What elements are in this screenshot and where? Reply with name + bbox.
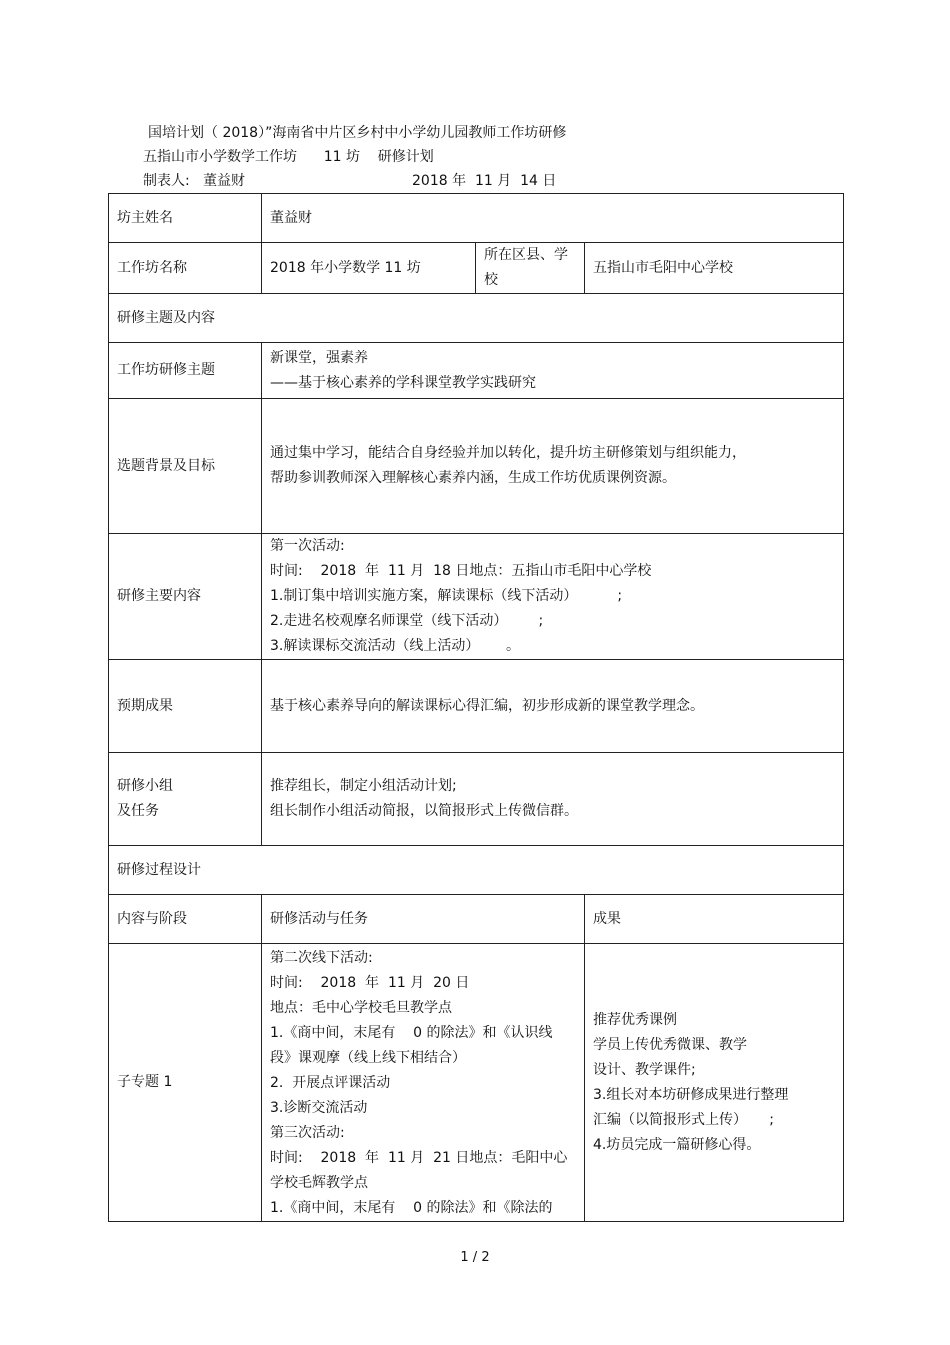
sub1-activity-line: 2. 开展点评课活动: [270, 1075, 391, 1091]
group-label-line: 研修小组: [117, 778, 173, 794]
page-number: 1 / 2: [460, 1250, 490, 1265]
process-section-title: 研修过程设计: [109, 846, 844, 895]
group-line: 组长制作小组活动简报，以简报形式上传微信群。: [270, 803, 578, 819]
sub1-result-line: 汇编（以简报形式上传） ;: [593, 1111, 774, 1128]
plan-date: 2018 年 11 月 14 日: [412, 173, 557, 189]
group-label-line: 及任务: [117, 803, 159, 819]
maker-name: 董益财: [203, 173, 245, 189]
district-label-line: 校: [484, 272, 498, 288]
content-line: 3.解读课标交流活动（线上活动） 。: [270, 638, 521, 654]
sub1-result-line: 3.组长对本坊研修成果进行整理: [593, 1086, 789, 1103]
sub1-activity-line: 3.诊断交流活动: [270, 1100, 368, 1116]
content-line: 2.走进名校观摩名师课堂（线下活动） ;: [270, 613, 544, 629]
row-theme-section: [109, 294, 844, 343]
row-process-section: [109, 846, 844, 895]
sub1-activity-line: 第三次活动:: [270, 1125, 345, 1141]
col-stage-header: 内容与阶段: [109, 895, 262, 944]
row-leader: [109, 194, 844, 243]
col-activity-header: 研修活动与任务: [262, 895, 585, 944]
sub1-activity-line: 时间: 2018 年 11 月 21 日地点：毛阳中心: [270, 1150, 568, 1166]
sub1-label: 子专题 1: [109, 944, 262, 1222]
theme-section-title: 研修主题及内容: [109, 294, 844, 343]
sub1-result-line: 学员上传优秀微课、教学: [593, 1036, 747, 1053]
leader-value: 董益财: [262, 194, 844, 243]
sub1-result: [585, 944, 844, 1222]
content-line: 第一次活动:: [270, 538, 345, 554]
workshop-label: 工作坊名称: [109, 243, 262, 294]
maker-label: 制表人:: [143, 173, 190, 189]
header-line-2: 五指山市小学数学工作坊 11 坊 研修计划: [143, 149, 434, 165]
theme-value: [262, 343, 844, 399]
background-line: 通过集中学习，能结合自身经验并加以转化，提升坊主研修策划与组织能力，: [270, 445, 746, 461]
group-value: [262, 753, 844, 846]
sub1-activity-line: 段》课观摩（线上线下相结合）: [270, 1050, 466, 1066]
background-value: [262, 399, 844, 534]
sub1-result-line: 推荐优秀课例: [593, 1011, 677, 1028]
sub1-activity: [262, 944, 585, 1222]
district-label-line: 所在区县、学: [484, 247, 568, 263]
content-line: 1.制订集中培训实施方案，解读课标（线下活动） ;: [270, 588, 623, 604]
row-workshop: [109, 243, 844, 294]
row-expected: [109, 660, 844, 753]
district-value: 五指山市毛阳中心学校: [585, 243, 844, 294]
group-label: [109, 753, 262, 846]
sub1-activity-line: 1.《商中间，末尾有 0 的除法》和《除法的: [270, 1200, 553, 1216]
theme-line: ——基于核心素养的学科课堂教学实践研究: [270, 374, 536, 391]
sub1-activity-line: 学校毛辉教学点: [270, 1175, 368, 1191]
sub1-result-line: 设计、教学课件;: [593, 1061, 696, 1078]
expected-value: 基于核心素养导向的解读课标心得汇编，初步形成新的课堂教学理念。: [262, 660, 844, 753]
theme-line: 新课堂，强素养: [270, 349, 368, 366]
group-line: 推荐组长，制定小组活动计划;: [270, 778, 457, 794]
content-label: 研修主要内容: [109, 534, 262, 660]
sub1-activity-line: 时间: 2018 年 11 月 20 日: [270, 975, 470, 991]
row-content: [109, 534, 844, 660]
plan-table: [108, 193, 844, 1222]
content-value: [262, 534, 844, 660]
content-line: 时间: 2018 年 11 月 18 日地点：五指山市毛阳中心学校: [270, 563, 652, 579]
row-background: [109, 399, 844, 534]
background-label: 选题背景及目标: [109, 399, 262, 534]
background-line: 帮助参训教师深入理解核心素养内涵，生成工作坊优质课例资源。: [270, 470, 676, 486]
row-process-header: [109, 895, 844, 944]
sub1-activity-line: 1.《商中间，末尾有 0 的除法》和《认识线: [270, 1025, 553, 1041]
expected-label: 预期成果: [109, 660, 262, 753]
theme-label: 工作坊研修主题: [109, 343, 262, 399]
sub1-result-line: 4.坊员完成一篇研修心得。: [593, 1136, 761, 1153]
header-line-1: 国培计划（ 2018）”海南省中片区乡村中小学幼儿园教师工作坊研修: [148, 125, 567, 141]
leader-label: 坊主姓名: [109, 194, 262, 243]
workshop-value: 2018 年小学数学 11 坊: [262, 243, 476, 294]
row-theme: [109, 343, 844, 399]
col-result-header: 成果: [585, 895, 844, 944]
sub1-activity-line: 第二次线下活动:: [270, 950, 373, 966]
row-sub1: [109, 944, 844, 1222]
sub1-activity-line: 地点：毛中心学校毛旦教学点: [270, 1000, 452, 1016]
row-group: [109, 753, 844, 846]
district-label: [476, 243, 585, 294]
